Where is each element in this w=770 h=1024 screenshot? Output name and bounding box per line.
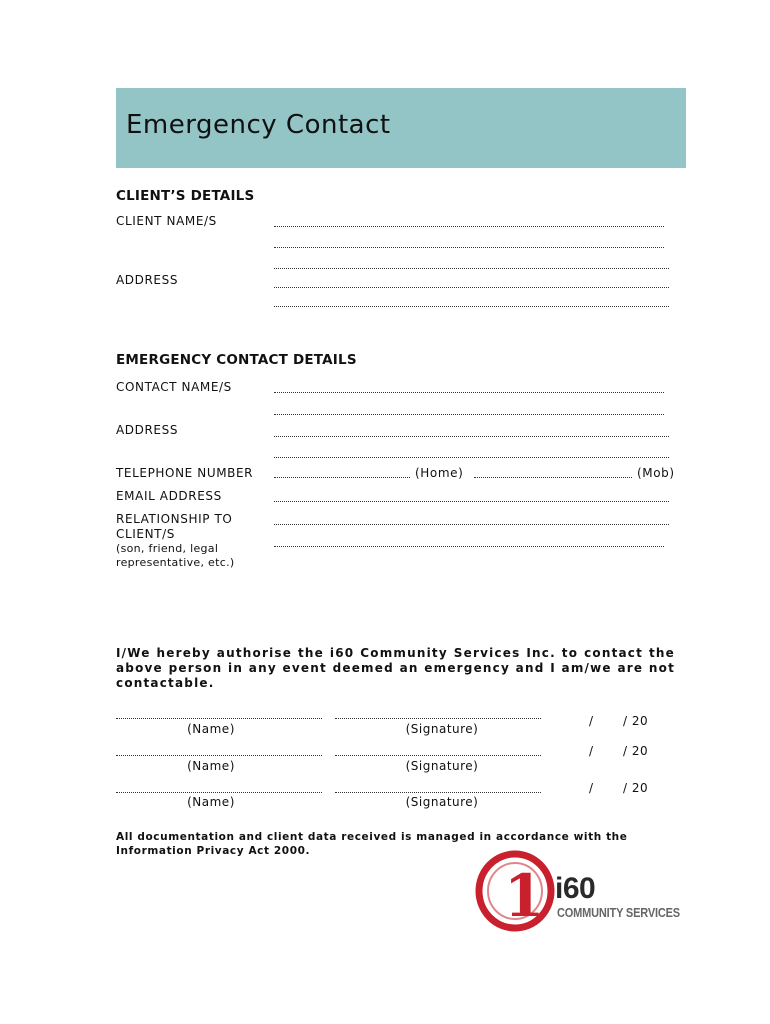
- date-slash-3: /: [589, 781, 594, 795]
- signature-line-2[interactable]: [335, 745, 541, 756]
- mobile-phone-field[interactable]: [474, 465, 632, 478]
- signature-caption-1: (Signature): [405, 722, 479, 736]
- relationship-label-line1: RELATIONSHIP TO: [116, 512, 233, 526]
- authorisation-statement: I/We hereby authorise the i60 Community Services Inc. to contact the above person in any event deemed an emergency and I am/we are not contactable.: [116, 646, 675, 690]
- contact-name-field-1[interactable]: [274, 380, 664, 393]
- title-banner: [116, 88, 686, 168]
- privacy-note-line1: All documentation and client data received is managed in accordance with the: [116, 831, 628, 843]
- name-line-1[interactable]: [116, 708, 322, 719]
- signature-line-1[interactable]: [335, 708, 541, 719]
- logo-brand-text: i60: [555, 872, 596, 905]
- mob-label: (Mob): [637, 466, 675, 480]
- contact-address-field-2[interactable]: [274, 445, 669, 458]
- clients-details-heading: CLIENT’S DETAILS: [116, 188, 255, 204]
- date-year-3: / 20: [623, 781, 649, 795]
- logo-ring-icon: [474, 850, 564, 932]
- signature-line-3[interactable]: [335, 782, 541, 793]
- date-year-2: / 20: [623, 744, 649, 758]
- home-label: (Home): [415, 466, 464, 480]
- signature-caption-3: (Signature): [405, 795, 479, 809]
- home-phone-field[interactable]: [274, 465, 410, 478]
- relationship-hint-line1: (son, friend, legal: [116, 542, 219, 555]
- telephone-label: TELEPHONE NUMBER: [116, 466, 254, 480]
- page-title: Emergency Contact: [126, 110, 391, 140]
- client-name-field-1[interactable]: [274, 214, 664, 227]
- name-caption-3: (Name): [187, 795, 235, 809]
- email-field[interactable]: [274, 489, 669, 502]
- relationship-label-line2: CLIENT/S: [116, 527, 175, 541]
- name-caption-2: (Name): [187, 759, 235, 773]
- emergency-contact-heading: EMERGENCY CONTACT DETAILS: [116, 352, 357, 368]
- client-names-label: CLIENT NAME/S: [116, 214, 217, 228]
- logo-tagline-text: COMMUNITY SERVICES: [557, 906, 680, 920]
- signature-caption-2: (Signature): [405, 759, 479, 773]
- contact-address-field-1[interactable]: [274, 424, 669, 437]
- name-line-3[interactable]: [116, 782, 322, 793]
- contact-names-label: CONTACT NAME/S: [116, 380, 232, 394]
- relationship-field-1[interactable]: [274, 512, 669, 525]
- contact-name-field-2[interactable]: [274, 402, 664, 415]
- name-line-2[interactable]: [116, 745, 322, 756]
- relationship-field-2[interactable]: [274, 534, 664, 547]
- date-year-1: / 20: [623, 714, 649, 728]
- client-address-label: ADDRESS: [116, 273, 179, 287]
- client-name-field-2[interactable]: [274, 235, 664, 248]
- logo-mark-text: 1: [504, 862, 545, 930]
- client-address-field-1[interactable]: [274, 275, 669, 288]
- client-address-field-2[interactable]: [274, 294, 669, 307]
- privacy-note-line2: Information Privacy Act 2000.: [116, 845, 311, 857]
- contact-address-label: ADDRESS: [116, 423, 179, 437]
- date-slash-2: /: [589, 744, 594, 758]
- client-name-field-3[interactable]: [274, 256, 669, 269]
- date-slash-1: /: [589, 714, 594, 728]
- email-label: EMAIL ADDRESS: [116, 489, 222, 503]
- name-caption-1: (Name): [187, 722, 235, 736]
- relationship-hint-line2: representative, etc.): [116, 556, 235, 569]
